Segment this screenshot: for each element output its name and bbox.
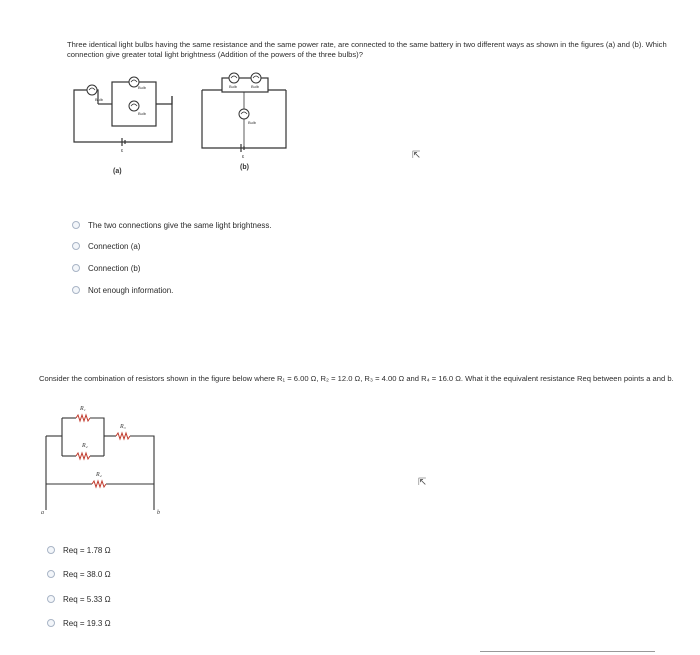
radio-button-icon[interactable] <box>72 221 80 229</box>
q2-option-4-label: Req = 19.3 Ω <box>63 618 111 628</box>
bulb-label: Bulb <box>248 120 257 125</box>
circuit-b-diagram <box>196 70 296 160</box>
battery-label: ε <box>242 154 245 160</box>
r1-label: R₁ <box>80 406 86 412</box>
radio-button-icon[interactable] <box>47 570 55 578</box>
figure-a-label: (a) <box>113 168 122 175</box>
radio-button-icon[interactable] <box>47 546 55 554</box>
q1-option-2-label: Connection (a) <box>88 241 141 251</box>
radio-button-icon[interactable] <box>72 242 80 250</box>
q1-option-2[interactable] <box>72 240 140 252</box>
q2-option-3-label: Req = 5.33 Ω <box>63 594 111 604</box>
radio-button-icon[interactable] <box>47 619 55 627</box>
q1-option-3-label: Connection (b) <box>88 263 141 273</box>
r3-label: R₃ <box>120 424 126 430</box>
cursor-arrow-icon: ⇱ <box>412 150 421 161</box>
radio-button-icon[interactable] <box>72 286 80 294</box>
figure-b-label: (b) <box>240 164 249 171</box>
bulb-label: Bulb <box>138 111 147 116</box>
bulb-label: Bulb <box>95 97 104 102</box>
q1-option-4-label: Not enough information. <box>88 285 174 295</box>
radio-button-icon[interactable] <box>47 595 55 603</box>
point-b-label: b <box>157 510 160 515</box>
q2-option-2[interactable] <box>47 568 111 580</box>
q1-option-1-label: The two connections give the same light brightness. <box>88 220 272 230</box>
question-2-text: Consider the combination of resistors shown in the figure below where R₁ = 6.00 Ω, R₂ = 12.0 Ω, R₃ = 4.00 Ω and R₄ = 16.0 Ω. What it the equivalent resistance Req between points a and b. <box>39 374 674 383</box>
q2-option-3[interactable] <box>47 593 111 605</box>
bulb-label: Bulb <box>229 84 238 89</box>
q1-option-4[interactable] <box>72 284 173 296</box>
bulb-label: Bulb <box>138 85 147 90</box>
q1-option-3[interactable] <box>72 262 140 274</box>
radio-button-icon[interactable] <box>72 264 80 272</box>
r4-label: R₄ <box>96 472 102 478</box>
q1-option-1[interactable] <box>72 219 272 231</box>
bottom-divider <box>480 651 655 652</box>
circuit-a-diagram <box>68 72 178 152</box>
q2-option-2-label: Req = 38.0 Ω <box>63 569 111 579</box>
cursor-arrow-icon: ⇱ <box>418 477 427 488</box>
q2-option-1-label: Req = 1.78 Ω <box>63 545 111 555</box>
question-1-text: Three identical light bulbs having the same resistance and the same power rate, are connected to the same battery in two different ways as shown in the figures (a) and (b). Which connection give greater total light brightness (Addition of the powers of the three bulbs)? <box>67 40 667 59</box>
r2-label: R₂ <box>82 443 88 449</box>
point-a-label: a <box>41 510 44 515</box>
resistor-network-diagram <box>32 400 172 515</box>
q2-option-1[interactable] <box>47 544 111 556</box>
q2-option-4[interactable] <box>47 617 111 629</box>
bulb-label: Bulb <box>251 84 260 89</box>
battery-label: ε <box>121 148 124 152</box>
